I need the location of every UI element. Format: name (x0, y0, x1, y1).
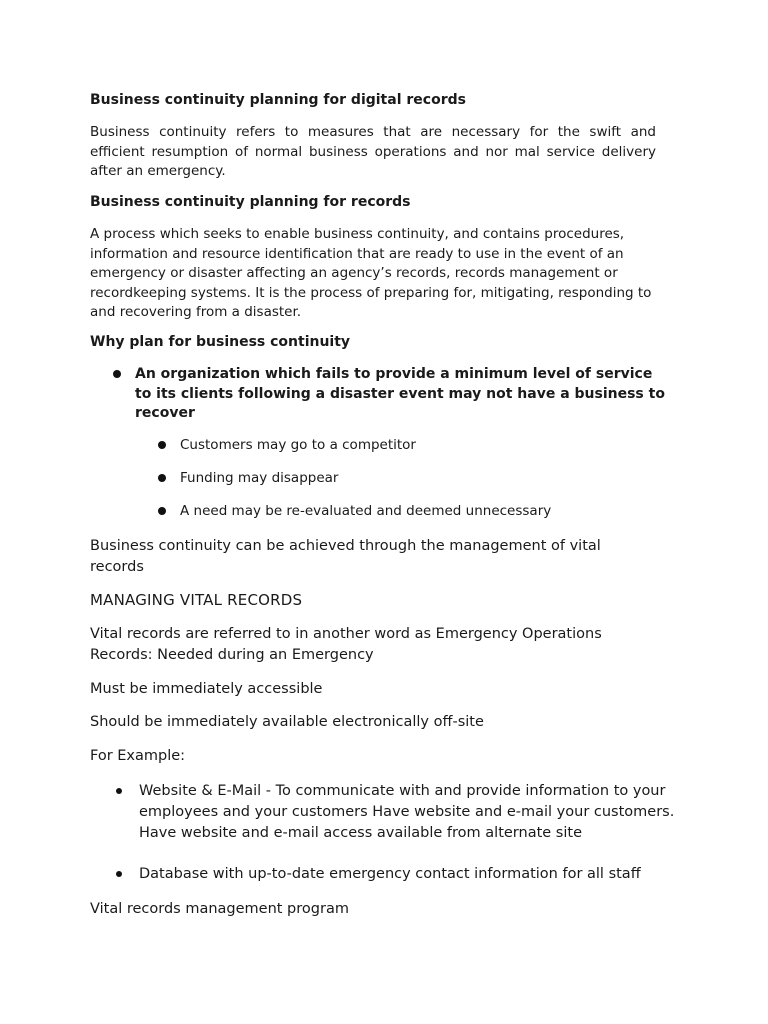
bullet-dot-icon (158, 474, 166, 482)
sub-bullet-item (158, 436, 678, 456)
example-bullet-item (116, 781, 676, 844)
heading-why-plan: Why plan for business continuity (90, 334, 351, 350)
bullet-dot-icon (116, 788, 122, 794)
sub-bullet-item (158, 469, 678, 489)
paragraph-achieved-through: Business continuity can be achieved through the management of vital records (90, 538, 601, 575)
bullet-dot-icon (158, 441, 166, 449)
example-bullet-text: Database with up-to-date emergency contact information for all staff (139, 866, 641, 882)
heading-planning-for-records: Business continuity planning for records (90, 194, 411, 210)
section-title-vital-records: MANAGING VITAL RECORDS (90, 591, 303, 609)
sub-bullet-text: A need may be re-evaluated and deemed unnecessary (180, 503, 552, 519)
paragraph-immediately-accessible: Must be immediately accessible (90, 681, 323, 697)
example-bullet-item (116, 864, 686, 885)
paragraph-for-example: For Example: (90, 748, 186, 764)
paragraph-available-offsite: Should be immediately available electronically off-site (90, 714, 484, 730)
sub-bullet-item (158, 502, 678, 522)
paragraph-vital-records-definition: Vital records are referred to in another word as Emergency Operations Records: Needed during an Emergency (90, 626, 602, 663)
example-bullet-text: Website & E-Mail - To communicate with and provide information to your employees and your customers Have website and e-mail your customers. Have website and e-mail access available from alternate site (139, 783, 675, 841)
bullet-dot-icon (116, 871, 122, 877)
paragraph-process-description: A process which seeks to enable business continuity, and contains procedures, information and resource identification that are ready to use in the event of an emergency or disaster affecting an agency’s records, records management or recordkeeping systems. It is the process of preparing for, mitigating, responding to and recovering from a disaster. (90, 226, 652, 320)
paragraph-business-continuity-definition: Business continuity refers to measures that are necessary for the swift and efficient resumption of normal business operations and nor mal service delivery after an emergency. (90, 124, 656, 179)
paragraph-vital-records-program: Vital records management program (90, 901, 349, 917)
bullet-dot-icon (158, 507, 166, 515)
bullet-main (113, 365, 673, 424)
bullet-main-text: An organization which fails to provide a minimum level of service to its clients following a disaster event may not have a business to recover (135, 366, 665, 421)
heading-digital-records: Business continuity planning for digital records (90, 92, 466, 108)
sub-bullet-text: Funding may disappear (180, 470, 339, 486)
sub-bullet-text: Customers may go to a competitor (180, 437, 416, 453)
bullet-dot-icon (113, 370, 121, 378)
